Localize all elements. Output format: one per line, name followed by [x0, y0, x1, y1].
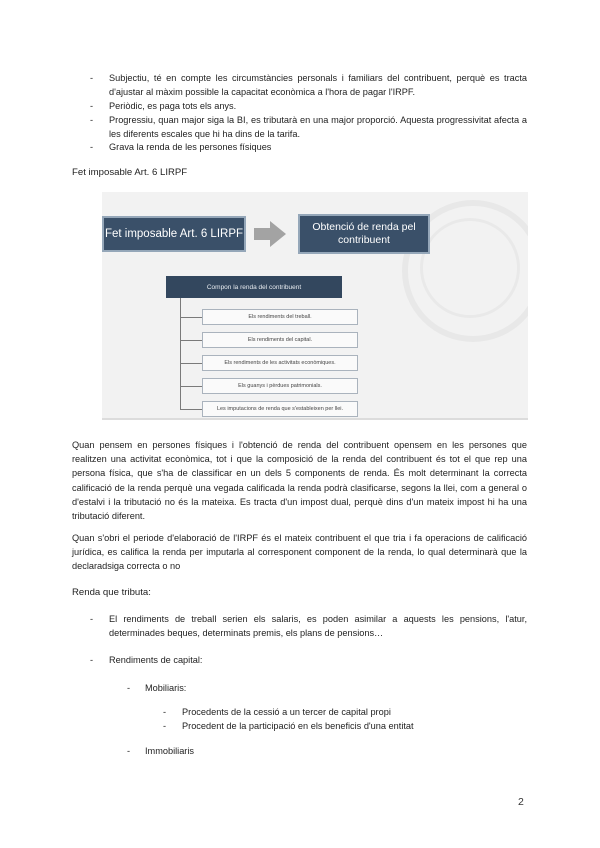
list-dash: - [90, 655, 94, 665]
diagram-divider [102, 418, 528, 420]
diagram-box-fet-imposable: Fet imposable Art. 6 LIRPF [102, 216, 246, 252]
diagram-component-activitats: Els rendiments de les activitats econòmiques. [202, 355, 358, 371]
list-item-rendiments-treball: El rendiments de treball serien els salaris, es poden asimilar a aquests les pensions, l'atur, determinades beques, determinats premis, els plans de pensions… [109, 614, 527, 639]
paragraph-periode-elaboracio: Quan s'obri el periode d'elaboració de l'IRPF és el mateix contribuent el que tria i fa operacions de calificació jurídica, es califica la renda per imputarla al corresponent component de la renda, lo qual determinarà que la declaradsiga correcta o no [72, 533, 527, 572]
fet-imposable-diagram [102, 192, 528, 420]
list-item-mobiliaris: Mobiliaris: [145, 683, 187, 693]
diagram-component-guanys: Els guanys i pèrdues patrimonials. [202, 378, 358, 394]
list-dash: - [127, 683, 131, 693]
list-item-rendiments-capital: Rendiments de capital: [109, 655, 203, 665]
list-dash: - [90, 101, 94, 111]
section-heading-fet-imposable: Fet imposable Art. 6 LIRPF [72, 167, 188, 178]
list-item-cessio-capital: Procedents de la cessió a un tercer de capital propi [182, 707, 391, 717]
diagram-connector-tick [180, 340, 202, 341]
diagram-connector-line [180, 298, 181, 410]
list-dash: - [90, 142, 94, 152]
diagram-box-compon-renda: Compon la renda del contribuent [166, 276, 342, 298]
diagram-connector-tick [180, 409, 202, 410]
diagram-box-obtencio-renda: Obtenció de renda pel contribuent [298, 214, 430, 254]
list-dash: - [127, 746, 131, 756]
diagram-connector-tick [180, 363, 202, 364]
paragraph-composicio-renda: Quan pensem en persones físiques i l'obtenció de renda del contribuent opensem en les persones que realitzen una activitat econòmica, tot i que la composició de la renda del contribuent és tot el que rep una persona física, que s'ha de classificar en un dels 5 components de renda. És molt determinant la correcta calificació de la renda perquè una vegada calificada la renda podrà clasificarse, segons la llei, com a general o d'estalvi i la tributació no és la mateixa. Es tracta d'un impost dual, perquè dins d'un mateix impost hi ha una tributació diferent. [72, 440, 527, 522]
list-dash: - [163, 707, 167, 717]
list-item-progressiu: Progressiu, quan major siga la BI, es tributarà en una major proporció. Aquesta progressivitat afecta a les diferents escales que hi ha dins de la tarifa. [109, 115, 527, 140]
list-item-grava: Grava la renda de les persones físiques [109, 142, 272, 152]
list-dash: - [90, 614, 94, 624]
page-number: 2 [518, 796, 524, 808]
diagram-connector-tick [180, 317, 202, 318]
list-item-subjectiu: Subjectiu, té en compte les circumstàncies personals i familiars del contribuent, perquè es tracta d'ajustar al màxim possible la capacitat econòmica a l'hora de pagar l'IRPF. [109, 73, 527, 98]
list-item-periodic: Periòdic, es paga tots els anys. [109, 101, 237, 111]
diagram-component-treball: Els rendiments del treball. [202, 309, 358, 325]
list-item-participacio-beneficis: Procedent de la participació en els beneficis d'una entitat [182, 721, 414, 731]
arrow-right-icon-head [270, 221, 286, 247]
list-dash: - [90, 115, 94, 125]
diagram-connector-tick [180, 386, 202, 387]
arrow-right-icon [254, 228, 270, 240]
watermark-seal-inner [420, 218, 520, 318]
diagram-component-imputacions: Les imputacions de renda que s'estableixen per llei. [202, 401, 358, 417]
diagram-component-capital: Els rendiments del capital. [202, 332, 358, 348]
section-heading-renda-tributa: Renda que tributa: [72, 587, 151, 598]
list-item-immobiliaris: Immobiliaris [145, 746, 195, 756]
list-dash: - [90, 73, 94, 83]
list-dash: - [163, 721, 167, 731]
